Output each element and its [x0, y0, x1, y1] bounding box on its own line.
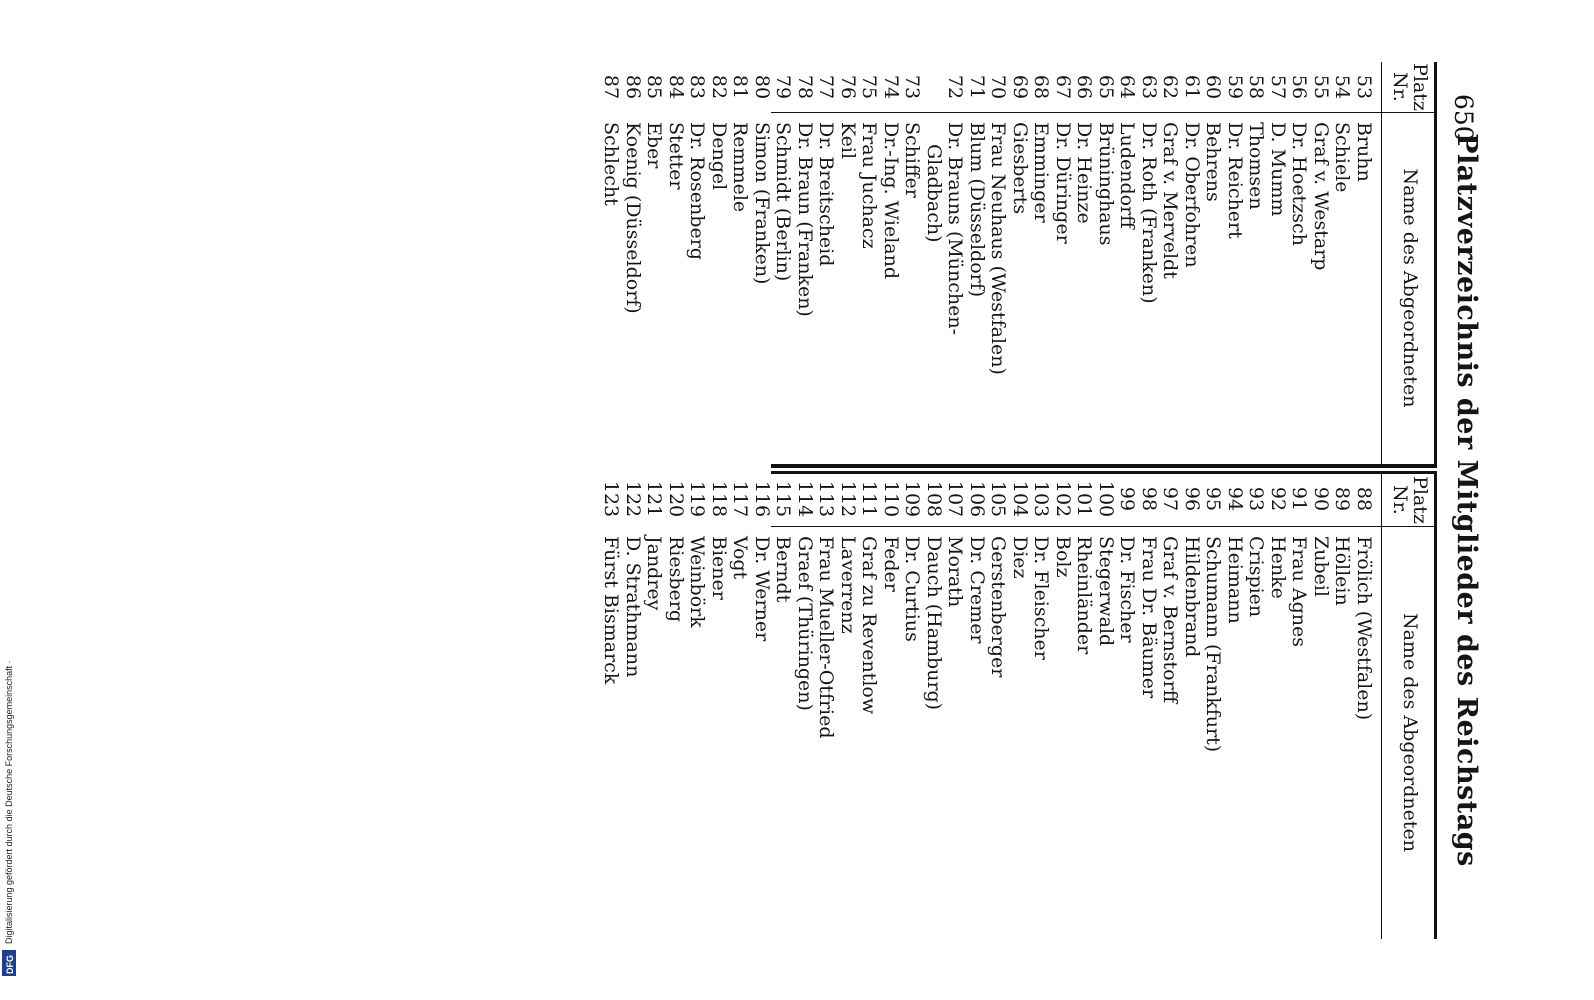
member-name: Thomsen	[1245, 122, 1268, 210]
member-name: Graf v. Bernstorff	[1159, 536, 1182, 704]
member-name: Dr.-Ing. Wieland	[880, 122, 902, 279]
nr-header-line1: Platz	[1409, 63, 1431, 111]
plate-number: 64	[1116, 74, 1139, 100]
plate-number: 99	[1116, 486, 1139, 512]
plate-number: 108	[923, 480, 945, 518]
marginal-note-text: Digitalisierung gefördert durch die Deutsche Forschungsgemeinschaft ·	[4, 660, 14, 944]
member-name: Fürst Bismarck	[600, 536, 623, 685]
plate-number: 56	[1288, 74, 1311, 100]
member-name: Simon (Franken)	[751, 122, 773, 285]
plate-number: 115	[772, 480, 795, 518]
plate-number: 77	[815, 74, 838, 100]
plate-number: 87	[600, 74, 623, 100]
member-name: Schiele	[1331, 122, 1354, 193]
header-rule-right	[1381, 474, 1382, 939]
member-name: Schmidt (Berlin)	[772, 122, 795, 282]
member-name: Gerstenberger	[987, 536, 1010, 678]
nr-header-line2: Nr.	[1389, 72, 1411, 102]
member-name: Jandrey	[643, 536, 666, 611]
plate-number: 55	[1310, 74, 1332, 100]
plate-number: 98	[1138, 486, 1160, 512]
member-name: Dr. Heinze	[1073, 122, 1096, 224]
member-name: Blum (Düsseldorf)	[966, 122, 988, 298]
member-name: Graef (Thüringen)	[794, 536, 816, 711]
member-name: Frölich (Westfalen)	[1353, 536, 1375, 721]
plate-number: 57	[1267, 74, 1289, 100]
plate-number: 62	[1159, 74, 1182, 100]
member-name: Henke	[1267, 536, 1289, 599]
member-name: Rheinländer	[1073, 536, 1096, 655]
plate-number: 105	[987, 480, 1010, 518]
plate-number: 65	[1095, 74, 1117, 100]
member-name: Höllein	[1331, 536, 1354, 606]
left-plate-numbers	[600, 62, 1374, 112]
member-name: Schiffer	[901, 122, 924, 198]
member-name: Frau Dr. Bäumer	[1138, 536, 1160, 699]
member-name: Koenig (Düsseldorf)	[622, 122, 644, 314]
plate-number: 54	[1331, 74, 1354, 100]
member-name: Dr. Werner	[751, 536, 773, 642]
plate-number: 86	[622, 74, 644, 100]
page-number: 650	[1449, 94, 1478, 142]
member-name: Ludendorff	[1116, 122, 1139, 229]
member-name: Dr. Brauns (München-	[944, 122, 967, 336]
member-name: Frau Neuhaus (Westfalen)	[987, 122, 1010, 375]
plate-number: 109	[901, 480, 924, 518]
plate-number: 81	[729, 74, 752, 100]
plate-number: 103	[1030, 480, 1053, 518]
plate-number: 119	[686, 480, 709, 518]
page-title: Platzverzeichnis der Mitglieder des Reichstags	[1451, 133, 1482, 867]
member-name: Vogt	[729, 536, 752, 580]
member-name: Dr. Fischer	[1116, 536, 1139, 643]
member-name: Diez	[1009, 536, 1031, 579]
plate-number: 90	[1310, 486, 1332, 512]
plate-number: 110	[880, 480, 902, 518]
plate-number: 91	[1288, 486, 1311, 512]
plate-number: 111	[858, 480, 881, 518]
member-name: Emminger	[1030, 122, 1053, 223]
member-name: Behrens	[1202, 122, 1225, 202]
member-name: Dr. Curtius	[901, 536, 924, 642]
plate-number: 67	[1052, 74, 1074, 100]
plate-number: 88	[1353, 486, 1375, 512]
member-name: Remmele	[729, 122, 752, 213]
plate-number: 94	[1224, 486, 1246, 512]
member-name: Frau Juchacz	[858, 122, 881, 249]
top-rule-right	[1434, 474, 1437, 939]
plate-number: 79	[772, 74, 795, 100]
nr-header-line1: Platz	[1409, 476, 1431, 524]
member-name: Eber	[643, 122, 666, 169]
right-member-names	[600, 536, 1374, 752]
plate-number: 66	[1073, 74, 1096, 100]
member-name: Bolz	[1052, 536, 1074, 578]
member-name: Frau Mueller-Otfried	[815, 536, 838, 739]
member-name: Stetter	[665, 122, 687, 190]
plate-number: 71	[966, 74, 988, 100]
member-name: Dr. Braun (Franken)	[794, 122, 816, 317]
member-name: Laverrenz	[837, 536, 859, 634]
member-name: Schumann (Frankfurt)	[1202, 536, 1225, 753]
member-name: Dr. Cremer	[966, 536, 988, 644]
member-name: Schlecht	[600, 122, 623, 206]
plate-number: 74	[880, 74, 902, 100]
member-name: Feder	[880, 536, 902, 592]
member-name: Hildenbrand	[1181, 536, 1203, 658]
plate-number: 78	[794, 74, 816, 100]
plate-number: 100	[1095, 480, 1117, 518]
member-name: Frau Agnes	[1288, 536, 1311, 647]
plate-number: 102	[1052, 480, 1074, 518]
member-name: Bruhn	[1353, 122, 1375, 182]
plate-number: 63	[1138, 74, 1160, 100]
left-nr-separator	[771, 112, 1434, 113]
plate-number: 61	[1181, 74, 1203, 100]
member-name: Graf v. Westarp	[1310, 122, 1332, 271]
plate-number: 80	[751, 74, 773, 100]
plate-number: 60	[1202, 74, 1225, 100]
member-name: Dr. Breitscheid	[815, 122, 838, 267]
plate-number: 118	[708, 480, 730, 518]
plate-number: 113	[815, 480, 838, 518]
member-name: Graf v. Merveldt	[1159, 122, 1182, 279]
plate-number: 83	[686, 74, 709, 100]
member-name: Giesberts	[1009, 122, 1031, 215]
member-name: Dr. Hoetzsch	[1288, 122, 1311, 246]
plate-number: 82	[708, 74, 730, 100]
plate-number: 97	[1159, 486, 1182, 512]
member-name: Keil	[837, 122, 859, 160]
member-name: Dr. Fleischer	[1030, 536, 1053, 660]
center-double-rule-a	[771, 464, 1437, 468]
plate-number: 114	[794, 480, 816, 518]
plate-number: 96	[1181, 486, 1203, 512]
plate-number: 58	[1245, 74, 1268, 100]
plate-number: 106	[966, 480, 988, 518]
left-nr-header	[1390, 62, 1430, 112]
left-member-names	[600, 122, 1374, 375]
plate-number: 107	[944, 480, 967, 518]
member-name: Gladbach)	[923, 144, 945, 243]
member-name: Stegerwald	[1095, 536, 1117, 647]
plate-number	[923, 62, 945, 112]
header-rule-left	[1381, 62, 1382, 464]
member-name: D. Strathmann	[622, 536, 644, 678]
plate-number: 92	[1267, 486, 1289, 512]
member-name: Brüninghaus	[1095, 122, 1117, 246]
plate-number: 85	[643, 74, 666, 100]
plate-number: 120	[665, 480, 687, 518]
plate-number: 101	[1073, 480, 1096, 518]
member-name: Dengel	[708, 122, 730, 191]
plate-number: 123	[600, 480, 623, 518]
plate-number: 53	[1353, 74, 1375, 100]
plate-number: 93	[1245, 486, 1268, 512]
member-name: Dr. Roth (Franken)	[1138, 122, 1160, 304]
top-rule-left	[1434, 62, 1437, 464]
plate-number: 95	[1202, 486, 1225, 512]
plate-number: 72	[944, 74, 967, 100]
right-plate-numbers	[600, 474, 1374, 526]
member-name: Dr. Rosenberg	[686, 122, 709, 260]
plate-number: 59	[1224, 74, 1246, 100]
member-name: Weinbörk	[686, 536, 709, 628]
member-name: Berndt	[772, 536, 795, 603]
member-name: Morath	[944, 536, 967, 608]
plate-number: 70	[987, 74, 1010, 100]
right-nr-header	[1390, 474, 1430, 526]
left-name-header: Name des Abgeordneten	[1399, 168, 1421, 408]
plate-number: 117	[729, 480, 752, 518]
plate-number: 76	[837, 74, 859, 100]
plate-number: 68	[1030, 74, 1053, 100]
plate-number: 73	[901, 74, 924, 100]
member-name: Riesberg	[665, 536, 687, 623]
plate-number: 121	[643, 480, 666, 518]
member-name: Graf zu Reventlow	[858, 536, 881, 715]
marginal-note	[0, 0, 30, 1000]
member-name: Biener	[708, 536, 730, 600]
member-name: D. Mumm	[1267, 122, 1289, 217]
plate-number: 84	[665, 74, 687, 100]
plate-number: 122	[622, 480, 644, 518]
plate-number: 75	[858, 74, 881, 100]
member-name: Dauch (Hamburg)	[923, 536, 945, 711]
right-nr-separator	[771, 526, 1434, 527]
plate-number: 116	[751, 480, 773, 518]
plate-number: 69	[1009, 74, 1031, 100]
member-name: Zubeil	[1310, 536, 1332, 597]
member-name: Dr. Oberfohren	[1181, 122, 1203, 268]
member-name: Crispien	[1245, 536, 1268, 618]
member-name: Dr. Reichert	[1224, 122, 1246, 239]
nr-header-line2: Nr.	[1389, 485, 1411, 515]
right-name-header: Name des Abgeordneten	[1399, 612, 1421, 853]
plate-number: 112	[837, 480, 859, 518]
plate-number: 89	[1331, 486, 1354, 512]
member-name: Heimann	[1224, 536, 1246, 624]
member-name: Dr. Düringer	[1052, 122, 1074, 244]
plate-number: 104	[1009, 480, 1031, 518]
dfg-logo-text: DFG	[5, 955, 15, 974]
